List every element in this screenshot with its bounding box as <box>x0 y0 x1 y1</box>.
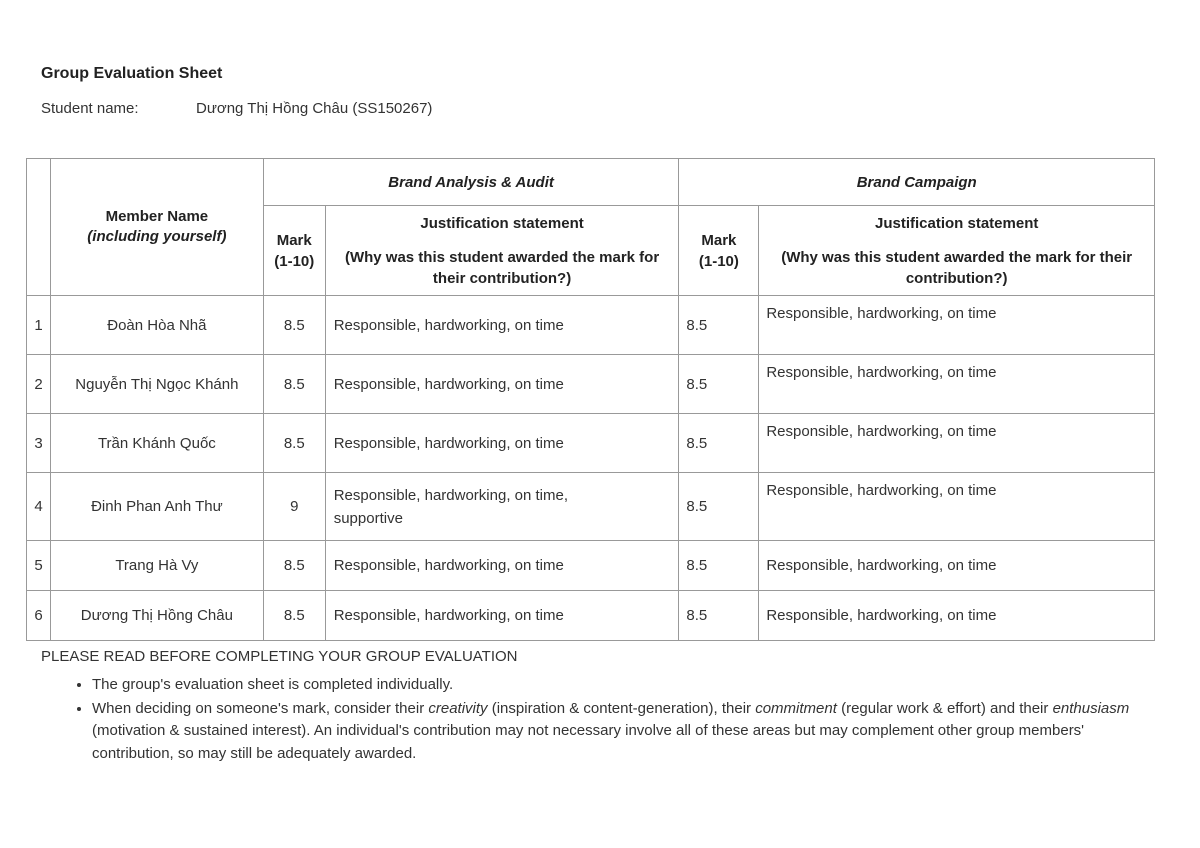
row-number: 1 <box>27 296 51 355</box>
instruction-text: When deciding on someone's mark, consider their <box>92 699 429 717</box>
member-name-header <box>50 159 263 296</box>
row-number: 6 <box>27 591 51 641</box>
mark-header-range: (1-10) <box>274 252 315 270</box>
mark-campaign-cell: 8.5 <box>679 355 759 414</box>
group-header-campaign: Brand Campaign <box>679 159 1155 206</box>
mark-campaign-cell: 8.5 <box>679 414 759 473</box>
member-name-cell: Nguyễn Thị Ngọc Khánh <box>50 355 263 414</box>
justification-header-label: Justification statement <box>874 214 1039 232</box>
mark-analysis-cell: 8.5 <box>263 541 325 591</box>
justification-campaign-cell: Responsible, hardworking, on time <box>759 541 1155 591</box>
instruction-emphasis: commitment <box>755 699 837 717</box>
mark-campaign-cell: 8.5 <box>679 296 759 355</box>
mark-header-range: (1-10) <box>698 252 739 270</box>
instruction-text: (inspiration & content-generation), their <box>487 699 756 717</box>
student-name-label: Student name: <box>41 100 139 117</box>
instruction-emphasis: creativity <box>428 699 488 717</box>
justification-analysis-cell: Responsible, hardworking, on time, supportive <box>325 473 679 541</box>
table-row <box>27 296 1155 355</box>
mark-analysis-cell: 9 <box>263 473 325 541</box>
table-row <box>27 355 1155 414</box>
justification-header-label: Justification statement <box>420 214 584 232</box>
row-number: 5 <box>27 541 51 591</box>
justification-header-question: (Why was this student awarded the mark for their contribution?) <box>781 248 1133 287</box>
table-row <box>27 591 1155 641</box>
mark-header-analysis <box>263 206 325 296</box>
student-name-value: Dương Thị Hồng Châu (SS150267) <box>196 100 433 117</box>
member-name-header-title: Member Name <box>105 208 209 225</box>
row-number: 3 <box>27 414 51 473</box>
index-header-cell <box>27 159 51 296</box>
justification-analysis-cell: Responsible, hardworking, on time <box>325 414 679 473</box>
row-number: 2 <box>27 355 51 414</box>
member-name-cell: Trần Khánh Quốc <box>50 414 263 473</box>
justification-analysis-cell: Responsible, hardworking, on time <box>325 296 679 355</box>
mark-analysis-cell: 8.5 <box>263 591 325 641</box>
justification-campaign-cell: Responsible, hardworking, on time <box>759 296 1155 355</box>
member-name-cell: Đoàn Hòa Nhã <box>50 296 263 355</box>
instruction-emphasis: enthusiasm <box>1052 699 1130 717</box>
mark-header-campaign <box>679 206 759 296</box>
justification-header-question: (Why was this student awarded the mark for their contribution?) <box>344 248 660 287</box>
mark-header-label: Mark <box>276 231 312 249</box>
instructions-section <box>41 648 1156 765</box>
instructions-heading: PLEASE READ BEFORE COMPLETING YOUR GROUP EVALUATION <box>41 648 518 665</box>
mark-campaign-cell: 8.5 <box>679 591 759 641</box>
justification-analysis-cell: Responsible, hardworking, on time <box>325 591 679 641</box>
student-name-line <box>41 100 432 117</box>
instruction-text: (regular work & effort) and their <box>836 699 1053 717</box>
mark-header-label: Mark <box>701 231 737 249</box>
justification-campaign-cell: Responsible, hardworking, on time <box>759 591 1155 641</box>
mark-analysis-cell: 8.5 <box>263 296 325 355</box>
member-name-cell: Trang Hà Vy <box>50 541 263 591</box>
instructions-list <box>41 673 1156 765</box>
group-header-analysis: Brand Analysis & Audit <box>263 159 679 206</box>
justification-analysis-cell: Responsible, hardworking, on time <box>325 541 679 591</box>
mark-analysis-cell: 8.5 <box>263 355 325 414</box>
page-title: Group Evaluation Sheet <box>41 65 223 82</box>
mark-analysis-cell: 8.5 <box>263 414 325 473</box>
justification-campaign-cell: Responsible, hardworking, on time <box>759 414 1155 473</box>
instruction-text: (motivation & sustained interest). An individual's contribution may not necessary involve all of these areas but may complement other group members' contribution, so may still be adequately awarded. <box>92 722 1085 762</box>
evaluation-table <box>26 158 1155 641</box>
row-number: 4 <box>27 473 51 541</box>
justification-analysis-cell: Responsible, hardworking, on time <box>325 355 679 414</box>
instruction-item <box>92 697 1156 766</box>
justification-campaign-cell: Responsible, hardworking, on time <box>759 355 1155 414</box>
mark-campaign-cell: 8.5 <box>679 473 759 541</box>
table-row <box>27 414 1155 473</box>
member-name-cell: Đinh Phan Anh Thư <box>50 473 263 541</box>
instruction-item: • The group's evaluation sheet is completed individually. <box>92 673 1156 697</box>
justification-header-campaign <box>759 206 1155 296</box>
table-row <box>27 473 1155 541</box>
member-name-cell: Dương Thị Hồng Châu <box>50 591 263 641</box>
member-name-header-note: (including yourself) <box>87 228 227 245</box>
justification-header-analysis <box>325 206 679 296</box>
mark-campaign-cell: 8.5 <box>679 541 759 591</box>
table-row <box>27 541 1155 591</box>
justification-campaign-cell: Responsible, hardworking, on time <box>759 473 1155 541</box>
